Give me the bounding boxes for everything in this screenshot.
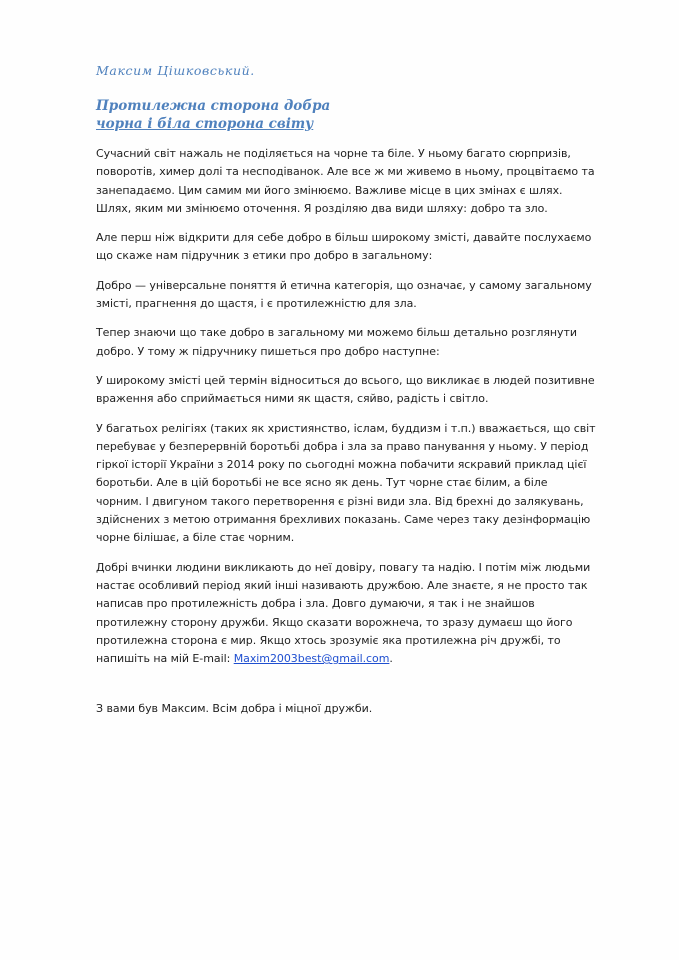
- paragraph-7: [96, 559, 596, 669]
- paragraph-2: Але перш ніж відкрити для себе добро в більш широкому змісті, давайте послухаємо що скаже нам підручник з етики про добро в загальному:: [96, 231, 592, 263]
- title-line-1: Протилежна сторона добра: [96, 98, 331, 114]
- paragraph-3: Добро — універсальне поняття й етична категорія, що означає, у самому загальному змісті, прагнення до щастя, і є протилежністю для зла.: [96, 278, 592, 311]
- paragraph-6: У багатьох релігіях (таких як християнство, іслам, буддизм і т.п.) вважається, що світ перебуває у безперервній боротьбі добра і зла за право панування у ньому. У період гіркої історії України з 2014 року по сьогодні можна побачити яскравий приклад цієї боротьби. Але в цій боротьбі не все ясно як день. Тут чорне стає білим, а біле чорним. І двигуном такого перетворення є різні види зла. Від брехні до залякувань, здійснених з метою отримання брехливих показань. Саме через таку дезінформацію чорне білішає, а біле стає чорним.: [96, 421, 596, 545]
- paragraph-4: Тепер знаючи що таке добро в загальному ми можемо більш детально розглянути добро. У тому ж підручнику пишеться про добро наступне:: [96, 326, 577, 358]
- paragraph-5: У широкому змісті цей термін відноситься до всього, що викликає в людей позитивне враження або сприймається ними як щастя, сяйво, радість і світло.: [96, 373, 595, 406]
- paragraph-7-end: .: [389, 652, 393, 666]
- author-name: Максим Цішковський.: [96, 63, 255, 78]
- paragraph-1: Сучасний світ нажаль не поділяється на чорне та біле. У ньому багато сюрпризів, поворотів, химер долі та несподіванок. Але все ж ми живемо в ньому, процвітаємо та занепадаємо. Цим самим ми його змінюємо. Важливе місце в цих змінах є шлях. Шлях, яким ми змінюємо оточення. Я розділяю два види шляху: добро та зло.: [96, 147, 595, 215]
- document-content: [96, 62, 596, 730]
- document-title: [96, 97, 596, 133]
- email-link[interactable]: Maxim2003best@gmail.com: [233, 652, 390, 666]
- paragraph-7-text: Добрі вчинки людини викликають до неї довіру, повагу та надію. І потім між людьми настає особливий період який інші називають дружбою. Але знаєте, я не просто так написав про протилежність добра і зла. Довго думаючи, я так і не знайшов протилежну сторону дружби. Якщо сказати ворожнеча, то зразу думаєш що його протилежна сторона є мир. Якщо хтось зрозуміє яка протилежна річ дружбі, то напишіть на мій E-mail:: [96, 560, 591, 666]
- closing-line: З вами був Максим. Всім добра і міцної дружби.: [96, 702, 373, 716]
- title-line-2: чорна і біла сторона світу: [96, 116, 314, 132]
